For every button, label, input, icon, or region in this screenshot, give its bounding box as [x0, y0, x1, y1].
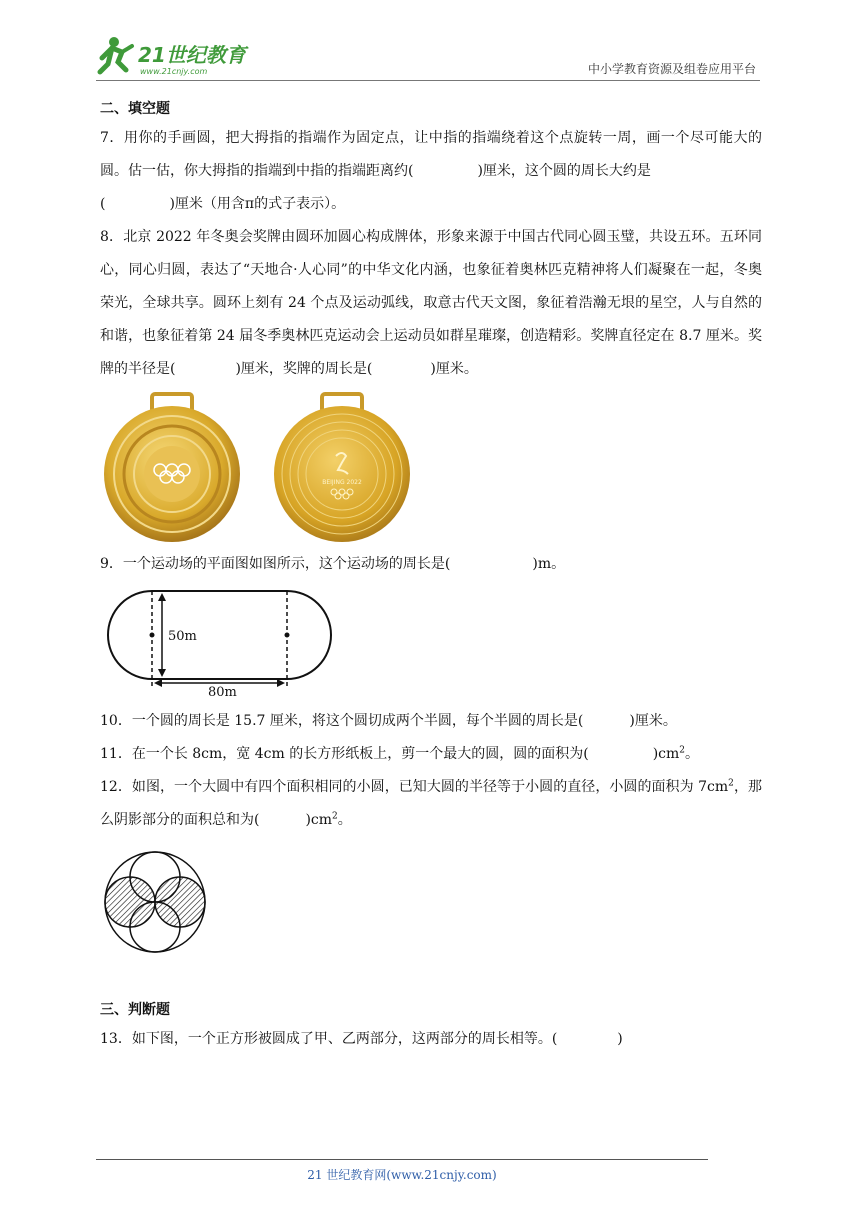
q8-text-1: 8．北京 2022 年冬奥会奖牌由圆环加圆心构成牌体，形象来源于中国古代同心圆玉璧，共设五环。五环同心，同心归圆，表达了“天地合·人心同”的中华文化内涵，也象征着奥林匹克精神将人们凝聚在一起，冬奥荣光，全球共享。圆环上刻有 24 个点及运动弧线，取意古代天文图，象征着浩瀚无垠的星空，人与自然的和谐，也象征着第 24 届冬季奥林匹克运动会上运动员如群星璀璨，创造精彩。奖牌直径定在 8.7 厘米。奖牌的半径是( [100, 229, 762, 377]
q12-text-4: 。 [337, 812, 352, 828]
question-11 [100, 738, 762, 771]
q7-text-1: 7．用你的手画圆，把大拇指的指端作为固定点，让中指的指端绕着这个点旋转一周，画一个尽可能大的圆。估一估，你大拇指的指端到中指的指端距离约( [100, 130, 762, 179]
q12-text-1: 12．如图，一个大圆中有四个面积相同的小圆，已知大圆的半径等于小圆的直径，小圆的面积为 7cm [100, 779, 729, 795]
question-10 [100, 705, 762, 738]
q13-text-2: ) [617, 1031, 623, 1047]
medal-back-icon [274, 394, 410, 542]
q9-text-2: )m。 [532, 556, 566, 572]
q12-text-2: ，那么阴影部分的面积总和为( [100, 779, 762, 828]
q12-text-3: )cm [305, 812, 333, 828]
q7-text-3: ( [100, 196, 106, 212]
medal-front-icon [104, 394, 240, 542]
page-footer[interactable]: 21 世纪教育网(www.21cnjy.com) [96, 1159, 708, 1183]
section-title-fill-blank: 二、填空题 [100, 101, 170, 117]
worksheet-content [100, 96, 762, 1056]
q11-text-3: 。 [685, 746, 699, 762]
track-width-label: 80m [208, 685, 237, 697]
question-7 [100, 122, 762, 221]
question-13 [100, 1023, 762, 1056]
page-header [96, 34, 760, 81]
logo-main-text: 21世纪教育 [138, 43, 246, 67]
track-diagram [100, 585, 340, 697]
q7-text-4: )厘米（用含π的式子表示）。 [169, 196, 346, 212]
q8-text-2: )厘米，奖牌的周长是( [235, 361, 373, 377]
q11-text-1: 11．在一个长 8cm，宽 4cm 的长方形纸板上，剪一个最大的圆，圆的面积为( [100, 746, 589, 762]
q11-text-2: )cm [652, 746, 680, 762]
q10-text-1: 10．一个圆的周长是 15.7 厘米，将这个圆切成两个半圆，每个半圆的周长是( [100, 713, 584, 729]
q10-text-2: )厘米。 [629, 713, 677, 729]
q13-text-1: 13．如下图，一个正方形被圆成了甲、乙两部分，这两部分的周长相等。( [100, 1031, 558, 1047]
platform-name: 中小学教育资源及组卷应用平台 [587, 62, 756, 76]
section-title-true-false: 三、判断题 [100, 1002, 170, 1018]
q12-superscript-2: 2 [332, 811, 338, 822]
q9-text-1: 9．一个运动场的平面图如图所示，这个运动场的周长是( [100, 556, 451, 572]
question-12 [100, 771, 762, 837]
circles-diagram [100, 847, 210, 957]
q8-text-3: )厘米。 [430, 361, 478, 377]
question-9 [100, 548, 762, 581]
question-8 [100, 221, 762, 386]
q12-superscript-1: 2 [728, 778, 734, 789]
q11-superscript: 2 [679, 745, 685, 756]
medal-back-text: BEIJING 2022 [322, 479, 362, 486]
track-height-label: 50m [168, 629, 197, 644]
site-logo[interactable] [96, 34, 266, 78]
medal-images [100, 392, 430, 542]
q7-text-2: )厘米，这个圆的周长大约是 [477, 163, 651, 179]
logo-url-text: www.21cnjy.com [140, 67, 208, 76]
runner-logo-icon [96, 34, 266, 78]
